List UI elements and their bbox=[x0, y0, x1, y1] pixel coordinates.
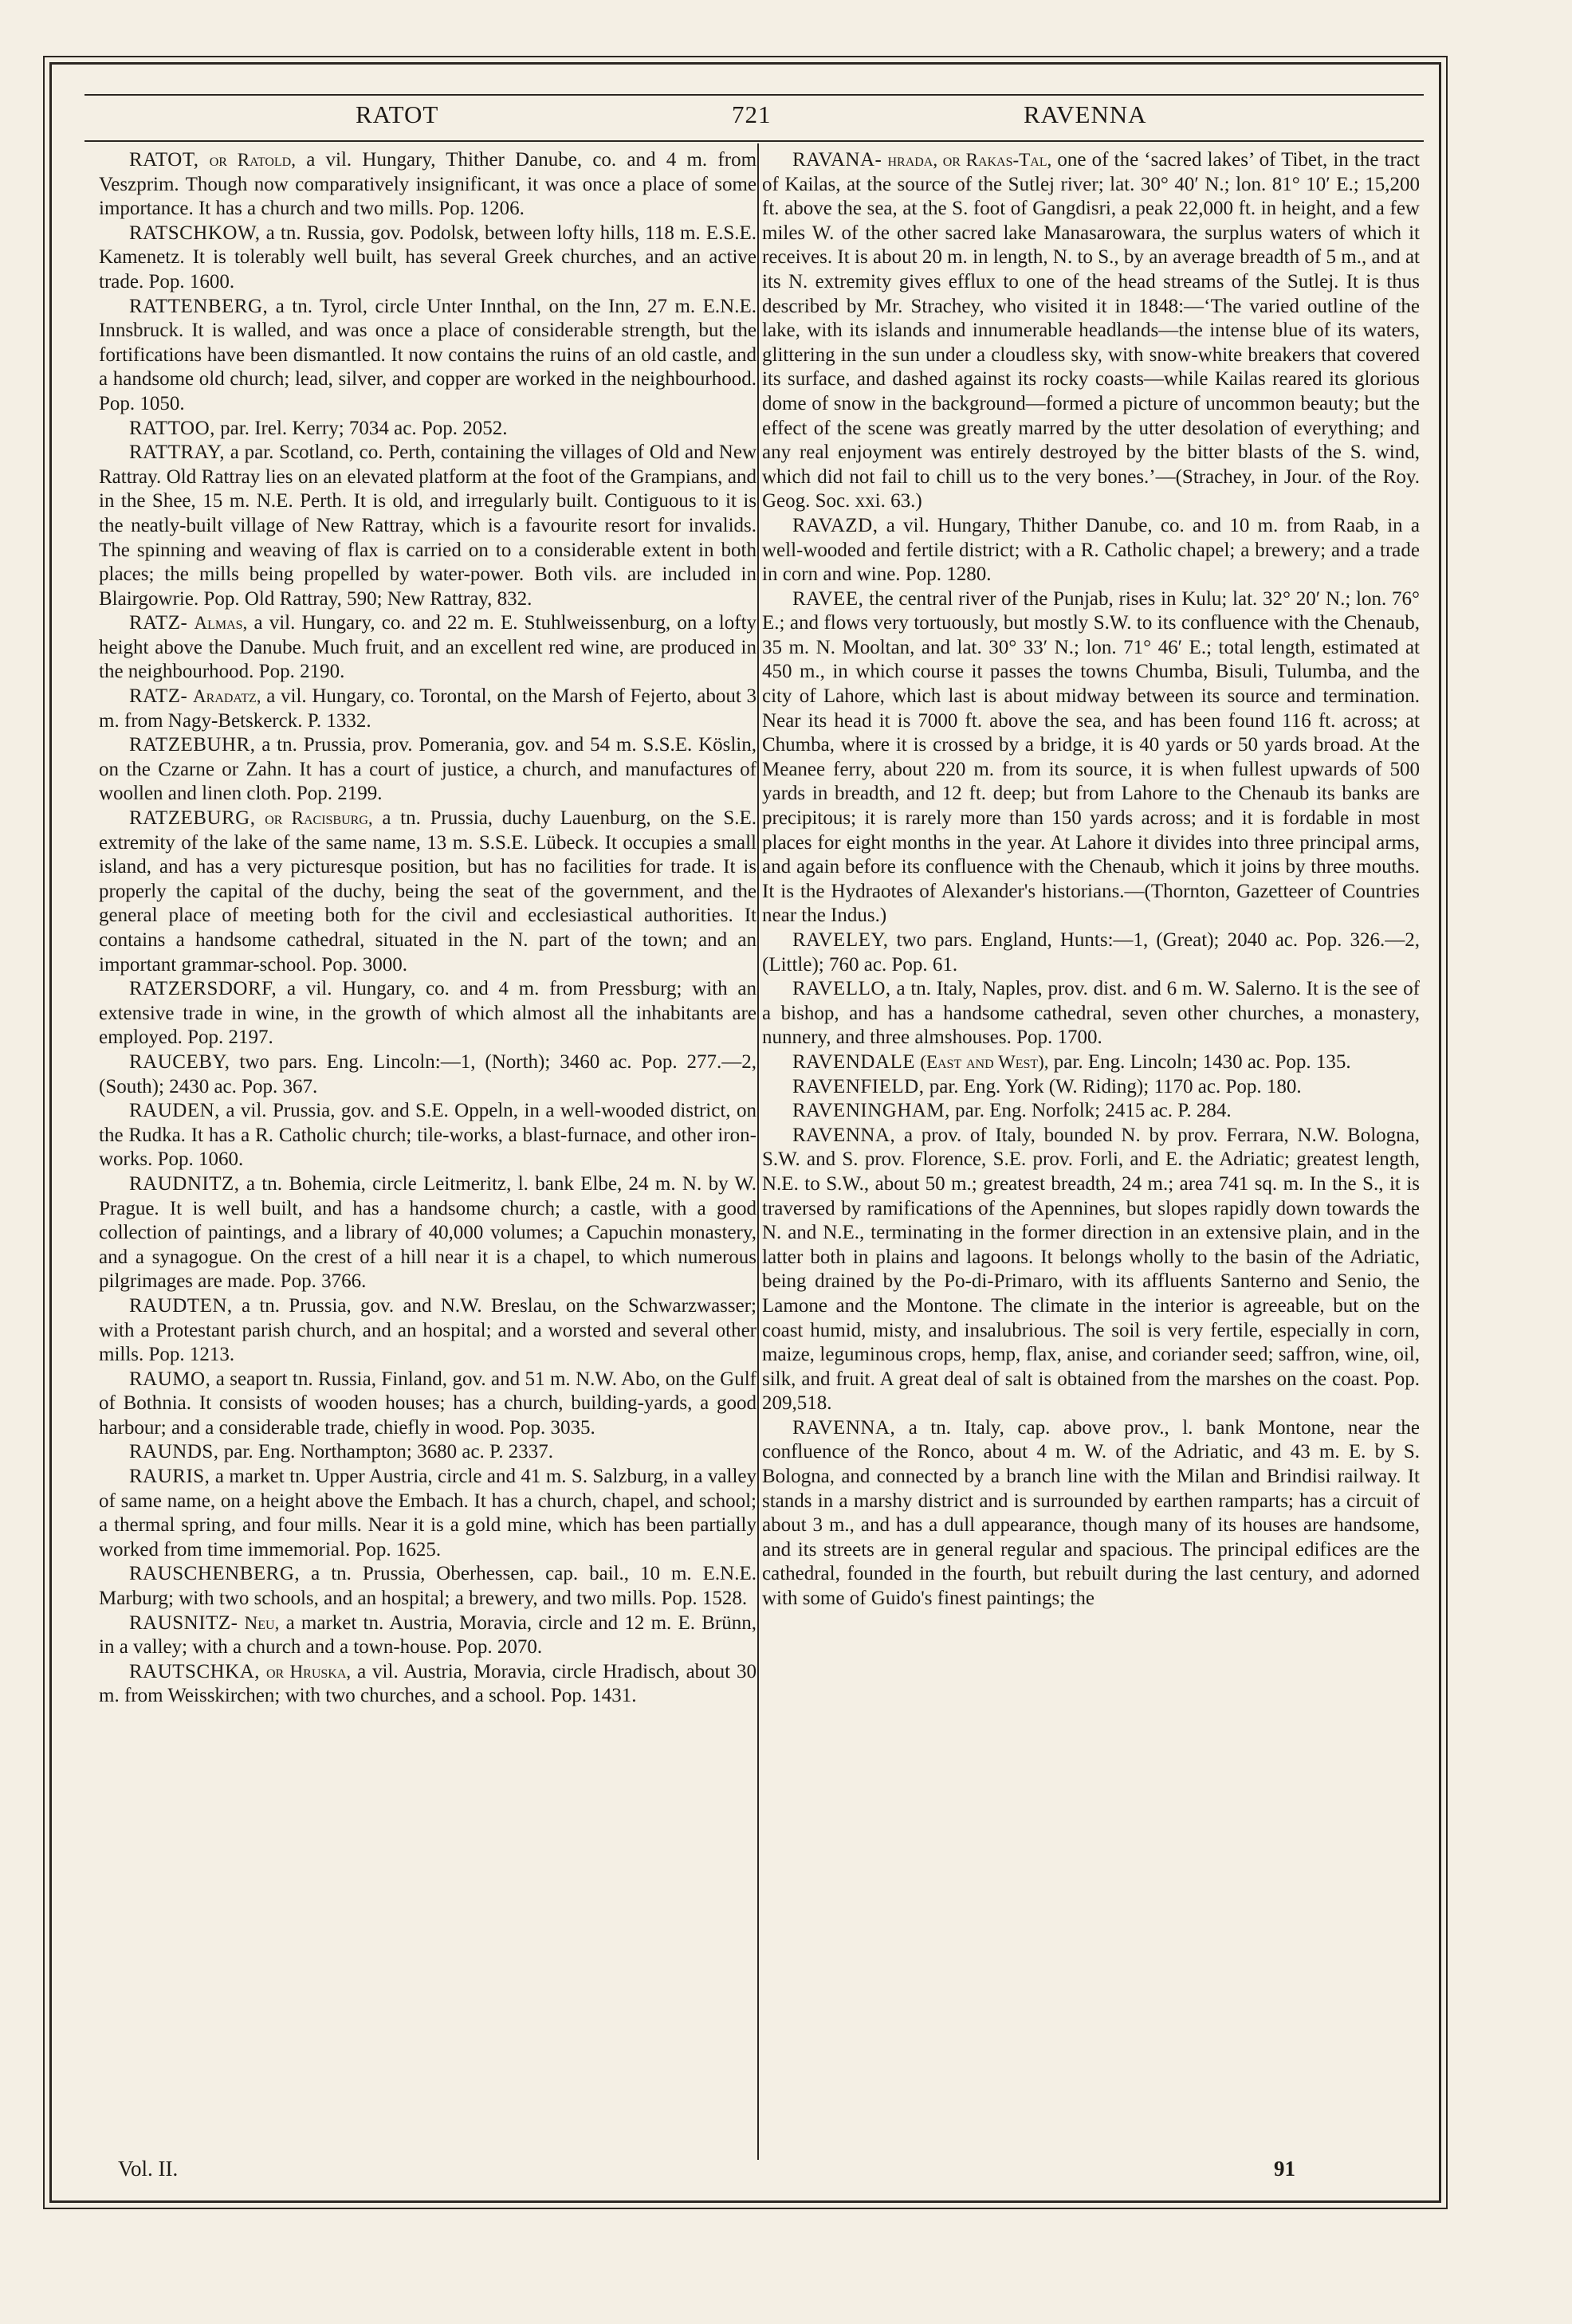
entry-variant-name: hrada, or Rakas-Tal, bbox=[887, 150, 1052, 170]
entry bbox=[762, 1099, 1420, 1124]
entry-headword: RATSCHKOW, bbox=[129, 222, 261, 244]
entry-variant-name: Almas, bbox=[194, 613, 248, 634]
entry-text: par. Eng. Northampton; 3680 ac. P. 2337. bbox=[218, 1441, 553, 1463]
entry-text: a vil. Prussia, gov. and S.E. Oppeln, in a well-wooded district, on the Rudka. It has a R. Catholic church; tile-works, a blast-furnace, and other iron-works. Pop. 1060. bbox=[99, 1100, 757, 1171]
entry-variant-name: (East and West), bbox=[920, 1051, 1049, 1072]
entry bbox=[99, 417, 757, 442]
entry-variant-name: or Ratold, bbox=[209, 150, 296, 170]
entry-headword: RAVELEY, bbox=[792, 929, 889, 951]
entry-headword: RATZ- bbox=[129, 612, 188, 634]
entry-headword: RAUNDS, bbox=[129, 1441, 219, 1463]
entry-text: a tn. Tyrol, circle Unter Innthal, on the Inn, 27 m. E.N.E. Innsbruck. It is walled, and was once a place of considerable strength, but the fortifications have been dismantled. It now contains the ruins of an old castle, and a handsome old church; lead, silver, and copper are worked in the neighbourhood. Pop. 1050. bbox=[99, 295, 757, 414]
entry bbox=[99, 1440, 757, 1465]
header-right-word: RAVENNA bbox=[1024, 100, 1147, 128]
entry-headword: RAUSNITZ- bbox=[129, 1611, 238, 1634]
top-rule bbox=[84, 94, 1424, 96]
entry-text: a vil. Hungary, co. and 4 m. from Pressburg; with an extensive trade in wine, in the growth of which almost all the inhabitants are employed. Pop. 2197. bbox=[99, 978, 757, 1049]
entry bbox=[99, 733, 757, 807]
entry bbox=[99, 1099, 757, 1172]
entry-text: a market tn. Austria, Moravia, circle and 12 m. E. Brünn, in a valley; with a church and a town-house. Pop. 2070. bbox=[99, 1611, 757, 1659]
entry-text: a tn. Italy, Naples, prov. dist. and 6 m. W. Salerno. It is the see of a bishop, and has a handsome cathedral, seven other churches, a monastery, nunnery, and three almshouses. Pop. 1700. bbox=[762, 978, 1420, 1049]
entry bbox=[99, 1294, 757, 1368]
right-column bbox=[762, 148, 1420, 2147]
entry bbox=[99, 295, 757, 417]
entry-text: par. Eng. York (W. Riding); 1170 ac. Pop. 180. bbox=[924, 1075, 1302, 1097]
entry bbox=[99, 1368, 757, 1441]
entry-text: a tn. Bohemia, circle Leitmeritz, l. bank Elbe, 24 m. N. by W. Prague. It is well built, and has a handsome church; a castle, with a good collection of paintings, and a library of 40,000 volumes; a Capuchin monastery, and a synagogue. On the crest of a hill near it is a chapel, to which numerous pilgrimages are made. Pop. 3766. bbox=[99, 1172, 757, 1293]
entry-text: a prov. of Italy, bounded N. by prov. Ferrara, N.W. Bologna, S.W. and S. prov. Florence, S.E. prov. Forli, and E. the Adriatic; greatest length, N.E. to S.W., about 50 m.; greatest breadth, 24 m.; area 741 sq. m. In the S., it is traversed by ramifications of the Apennines, but slopes rapidly down towards the N. and N.E., terminating in the former direction in an extensive plain, and in the latter both in plains and lagoons. It belongs wholly to the basin of the Adriatic, being drained by the Po-di-Primaro, with its affluents Santerno and Senio, the Lamone and the Montone. The climate in the interior is agreeable, but on the coast humid, misty, and insalubrious. The soil is very fertile, especially in corn, maize, leguminous crops, hemp, flax, anise, and coriander seed; saffron, wine, oil, silk, and fruit. A great deal of salt is obtained from the marshes on the coast. Pop. 209,518. bbox=[762, 1124, 1420, 1415]
entry-headword: RAUDTEN, bbox=[129, 1294, 233, 1317]
entry bbox=[762, 1416, 1420, 1611]
entry bbox=[99, 1050, 757, 1099]
entry-variant-name: Neu, bbox=[244, 1612, 280, 1633]
header-rule bbox=[84, 140, 1424, 142]
entry-text: a vil. Hungary, co. Torontal, on the Marsh of Fejerto, about 3 m. from Nagy-Betskerck. P. 1332. bbox=[99, 685, 757, 732]
entry-headword: RAUDNITZ, bbox=[129, 1172, 240, 1195]
entry bbox=[99, 685, 757, 733]
entry bbox=[99, 148, 757, 222]
entry bbox=[762, 514, 1420, 587]
entry bbox=[762, 928, 1420, 977]
entry-text: par. Irel. Kerry; 7034 ac. Pop. 2052. bbox=[214, 417, 508, 439]
entry bbox=[762, 148, 1420, 514]
entry-text: a vil. Hungary, Thither Danube, co. and 4 m. from Veszprim. Though now comparatively insignificant, it was once a place of some importance. It has a church and two mills. Pop. 1206. bbox=[99, 149, 757, 220]
entry-text: a tn. Prussia, gov. and N.W. Breslau, on the Schwarzwasser; with a Protestant parish church, and an hospital; and a worsted and several other mills. Pop. 1213. bbox=[99, 1294, 757, 1366]
entry-headword: RATTOO, bbox=[129, 417, 215, 439]
entry-text: par. Eng. Lincoln; 1430 ac. Pop. 135. bbox=[1048, 1050, 1351, 1073]
volume-label: Vol. II. bbox=[118, 2157, 179, 2181]
entry-text: a tn. Russia, gov. Podolsk, between lofty hills, 118 m. E.S.E. Kamenetz. It is tolerably well built, has several Greek churches, and an active trade. Pop. 1600. bbox=[99, 222, 757, 292]
entry bbox=[99, 1611, 757, 1660]
entry-headword: RAURIS, bbox=[129, 1466, 210, 1488]
column-divider bbox=[757, 143, 759, 2160]
entry bbox=[99, 222, 757, 295]
entry-headword: RAVEE, bbox=[792, 587, 864, 610]
entry-headword: RAVENNA, bbox=[792, 1124, 896, 1146]
entry bbox=[99, 807, 757, 977]
entry-headword: RAUMO, bbox=[129, 1368, 211, 1390]
entry bbox=[99, 1465, 757, 1562]
entry-text: a tn. Italy, cap. above prov., l. bank Montone, near the confluence of the Ronco, about 4 m. W. of the Adriatic, and 43 m. E. by S. Bologna, and connected by a branch line with the Milan and Brindisi railway. It stands in a marshy district and is surrounded by earthen ramparts; has a circuit of about 3 m., and has a dull appearance, though many of its houses are handsome, and its streets are in general regular and spacious. The principal edifices are the cathedral, founded in the fourth, but rebuilt during the last century, and adorned with some of Guido's finest paintings; the bbox=[762, 1416, 1420, 1610]
entry-headword: RAVELLO, bbox=[792, 978, 891, 1000]
entry-headword: RAUCEBY, bbox=[129, 1050, 230, 1073]
entry-text: a tn. Prussia, prov. Pomerania, gov. and 54 m. S.S.E. Köslin, on the Czarne or Zahn. It has a court of justice, a church, and manufactures of woollen and linen cloth. Pop. 2199. bbox=[99, 734, 757, 805]
entry-headword: RATZEBUHR, bbox=[129, 734, 256, 756]
entry-headword: RAVENDALE bbox=[792, 1050, 916, 1073]
entry-headword: RAVAZD, bbox=[792, 514, 878, 536]
entry bbox=[99, 1172, 757, 1294]
entry-headword: RATZERSDORF, bbox=[129, 978, 277, 1000]
entry-text: a vil. Hungary, co. and 22 m. E. Stuhlweissenburg, on a lofty height above the Danube. Much fruit, and an excellent red wine, are produced in the neighbourhood. Pop. 2190. bbox=[99, 612, 757, 683]
entry bbox=[99, 441, 757, 611]
entry bbox=[99, 1660, 757, 1709]
entry-headword: RAVANA- bbox=[792, 149, 882, 171]
entry bbox=[762, 1124, 1420, 1416]
entry-variant-name: Aradatz, bbox=[193, 686, 261, 707]
left-column bbox=[99, 148, 757, 2147]
signature-mark: 91 bbox=[1274, 2157, 1295, 2181]
entry-headword: RAUDEN, bbox=[129, 1100, 220, 1122]
entry-variant-name: or Racisburg, bbox=[265, 808, 373, 829]
entry-text: the central river of the Punjab, rises in Kulu; lat. 32° 20′ N.; lon. 76° E.; and flows very tortuously, but mostly S.W. to its confluence with the Chenaub, 35 m. N. Mooltan, and lat. 30° 33′ N.; lon. 71° 46′ E.; total length, estimated at 450 m., in which course it passes the towns Chumba, Bisuli, Tulumba, and the city of Lahore, which last is about midway between its source and termination. Near its head it is 7000 ft. above the sea, and has been found 116 ft. across; at Chumba, where it is crossed by a bridge, it is 40 yards or 50 yards broad. At the Meanee ferry, about 220 m. from its source, it is when fullest upwards of 500 yards in breadth, and 12 ft. deep; but from Lahore to the Chenaub its banks are precipitous; it is rarely more than 150 yards across; and it is fordable in most places for eight months in the year. At Lahore it divides into three principal arms, and again before its confluence with the Chenaub, which it joins by three mouths. It is the Hydraotes of Alexander's historians.—(Thornton, Gazetteer of Countries near the Indus.) bbox=[762, 587, 1420, 927]
entry-text: par. Eng. Norfolk; 2415 ac. P. 284. bbox=[949, 1100, 1232, 1122]
entry-headword: RAVENNA, bbox=[792, 1416, 896, 1439]
entry-text: a market tn. Upper Austria, circle and 41 m. S. Salzburg, in a valley of same name, on a height above the Embach. It has a church, chapel, and school; a thermal spring, and four mills. Near it is a gold mine, which has been partially worked from time immemorial. Pop. 1625. bbox=[99, 1466, 757, 1560]
running-header bbox=[84, 100, 1424, 140]
entry-headword: RATTENBERG, bbox=[129, 295, 269, 317]
entry-headword: RAUTSCHKA, bbox=[129, 1660, 261, 1682]
entry-text: two pars. England, Hunts:—1, (Great); 2040 ac. Pop. 326.—2, (Little); 760 ac. Pop. 61. bbox=[762, 929, 1420, 976]
entry bbox=[762, 977, 1420, 1050]
entry bbox=[762, 1050, 1420, 1075]
entry-text: a tn. Prussia, duchy Lauenburg, on the S.E. extremity of the lake of the same name, 13 m. S.S.E. Lübeck. It occupies a small island, and has a very picturesque position, but has no facilities for trade. It is properly the capital of the duchy, being the seat of the government, and the general place of meeting both for the civil and ecclesiastical authorities. It contains a handsome cathedral, situated in the N. part of the town; and an important grammar-school. Pop. 3000. bbox=[99, 807, 757, 976]
entry-headword: RAVENINGHAM, bbox=[792, 1100, 950, 1122]
entry bbox=[762, 587, 1420, 928]
entry-headword: RAUSCHENBERG, bbox=[129, 1563, 301, 1585]
entry-text: a par. Scotland, co. Perth, containing the villages of Old and New Rattray. Old Rattray lies on an elevated platform at the foot of the Grampians, and in the Shee, 15 m. N.E. Perth. It is old, and irregularly built. Contiguous to it is the neatly-built village of New Rattray, which is a favourite resort for invalids. The spinning and weaving of flax is carried on to a considerable extent in both places; the mills being propelled by water-power. Both vils. are included in Blairgowrie. Pop. Old Rattray, 590; New Rattray, 832. bbox=[99, 442, 757, 610]
entry-headword: RATZ- bbox=[129, 685, 188, 708]
entry-headword: RAVENFIELD, bbox=[792, 1075, 925, 1097]
entry bbox=[762, 1075, 1420, 1100]
entry-headword: RATTRAY, bbox=[129, 442, 226, 464]
entry-text: two pars. Eng. Lincoln:—1, (North); 3460 ac. Pop. 277.—2, (South); 2430 ac. Pop. 367. bbox=[99, 1050, 757, 1097]
entry-headword: RATOT, bbox=[129, 149, 199, 171]
entry bbox=[99, 977, 757, 1050]
entry-text: a vil. Austria, Moravia, circle Hradisch, about 30 m. from Weisskirchen; with two churches, and a school. Pop. 1431. bbox=[99, 1660, 757, 1707]
entry-text: a vil. Hungary, Thither Danube, co. and 10 m. from Raab, in a well-wooded and fertile district; with a R. Catholic chapel; a brewery; and a trade in corn and wine. Pop. 1280. bbox=[762, 514, 1420, 586]
entry-headword: RATZEBURG, bbox=[129, 807, 256, 830]
entry bbox=[99, 1562, 757, 1611]
page-number: 721 bbox=[732, 100, 772, 128]
entry-text: one of the ‘sacred lakes’ of Tibet, in the tract of Kailas, at the source of the Sutlej river; lat. 30° 40′ N.; lon. 81° 10′ E.; 15,200 ft. above the sea, at the S. foot of Gangdisri, a peak 22,000 ft. in height, and a few miles W. of the other sacred lake Manasarowara, the surplus waters of which it receives. It is about 20 m. in length, N. to S., by an average breadth of 5 m., and at its N. extremity gives efflux to one of the head streams of the Sutlej. It is thus described by Mr. Strachey, who visited it in 1848:—‘The varied outline of the lake, with its islands and innumerable headlands—the intense blue of its waters, glittering in the sun under a cloudless sky, with snow-white breakers that covered its surface, and dashed against its rocky coasts—while Kailas reared its glorious dome of snow in the background—formed a picture of uncommon beauty; but the effect of the scene was greatly marred by the utter desolation of everything; and any real enjoyment was entirely destroyed by the bitter blasts of the S. wind, which did not fail to chill us to the very bones.’—(Strachey, in Jour. of the Roy. Geog. Soc. xxi. 63.) bbox=[762, 149, 1420, 512]
entry-variant-name: or Hruska, bbox=[265, 1661, 352, 1682]
header-left-word: RATOT bbox=[356, 100, 439, 128]
entry-text: a tn. Prussia, Oberhessen, cap. bail., 10 m. E.N.E. Marburg; with two schools, and an hospital; a brewery, and two mills. Pop. 1528. bbox=[99, 1563, 757, 1610]
entry bbox=[99, 611, 757, 685]
entry-text: a seaport tn. Russia, Finland, gov. and 51 m. N.W. Abo, on the Gulf of Bothnia. It consists of wooden houses; has a church, building-yards, a good harbour; and a considerable trade, chiefly in wood. Pop. 3035. bbox=[99, 1368, 757, 1439]
